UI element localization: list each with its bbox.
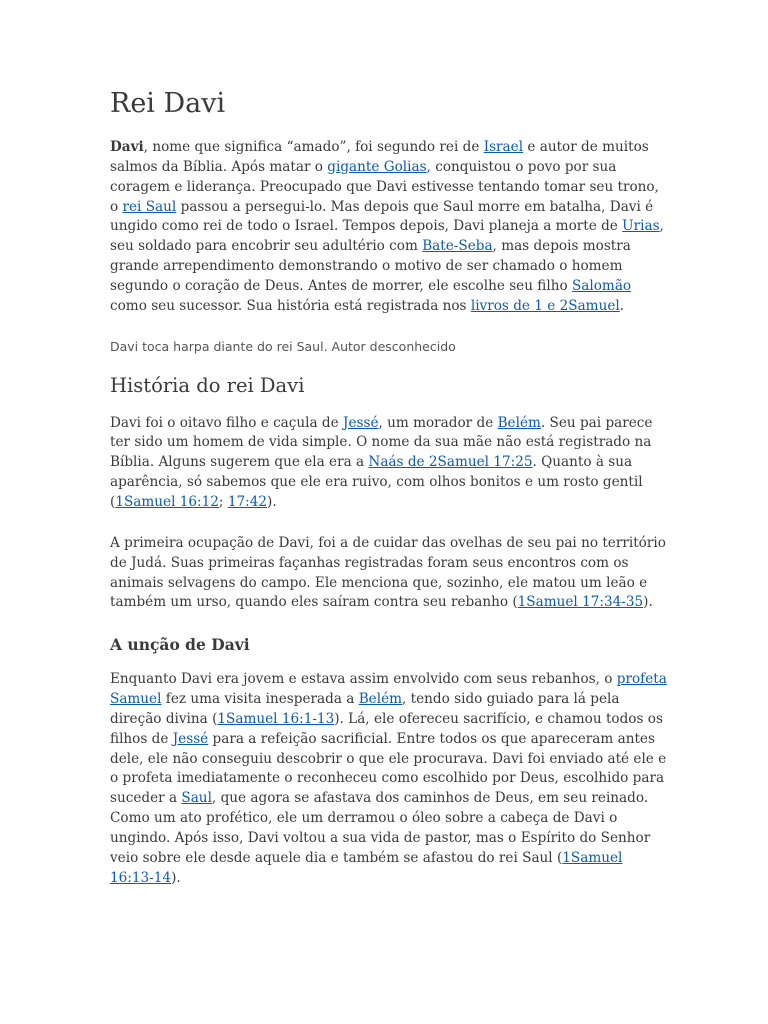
image-caption: Davi toca harpa diante do rei Saul. Autor desconhecido xyxy=(110,338,456,354)
link-belem[interactable]: Belém xyxy=(497,414,541,431)
link-ref-1samuel-16-12[interactable]: 1Samuel 16:12 xyxy=(115,493,219,510)
text-span: , seu soldado para encobrir seu adultério com xyxy=(110,218,664,255)
link-gigante-golias[interactable]: gigante Golias xyxy=(327,158,427,175)
link-salomao[interactable]: Salomão xyxy=(571,277,632,294)
historia-paragraph-2 xyxy=(110,534,670,613)
text-span: Davi foi o oitavo filho e caçula de xyxy=(110,414,343,431)
uncao-paragraph xyxy=(110,670,670,888)
section-heading-historia: História do rei Davi xyxy=(110,373,305,397)
text-span: . Quanto à sua aparência, só sabemos que ele era ruivo, com olhos bonitos e um rosto gentil ( xyxy=(110,454,643,510)
text-span: para a refeição sacrificial. Entre todos os que apareceram antes dele, ele não conseguiu descobrir o que ele procurava. Davi foi enviado até ele e o profeta imediatamente o reconheceu como escolhido por Deus, escolhido para suceder a xyxy=(110,730,667,807)
link-ref-1samuel-16-1[interactable]: 1Samuel 16:1-13 xyxy=(217,710,335,727)
text-span: passou a persegui-lo. Mas depois que Saul morre em batalha, Davi é ungido como rei de todo o Israel. Tempos depois, Davi planeja a morte de xyxy=(110,198,654,235)
link-rei-saul[interactable]: rei Saul xyxy=(122,198,177,215)
historia-paragraph-1 xyxy=(110,414,670,513)
text-span: ). Lá, ele ofereceu sacrifício, e chamou todos os filhos de xyxy=(110,710,663,747)
intro-paragraph xyxy=(110,138,670,317)
article xyxy=(110,86,670,909)
link-livros-samuel[interactable]: livros de 1 e 2Samuel xyxy=(470,297,620,314)
link-naas[interactable]: Naás de 2Samuel 17:25 xyxy=(368,454,533,471)
text-span: como seu sucessor. Sua história está registrada nos xyxy=(110,297,471,314)
text-span: , mas depois mostra grande arrependimento demonstrando o motivo de ser chamado o homem segundo o coração de Deus. Antes de morrer, ele escolhe seu filho xyxy=(110,238,631,294)
text-span: ). xyxy=(267,493,277,510)
link-ref-1samuel-17-34[interactable]: 1Samuel 17:34-35 xyxy=(517,594,644,611)
text-span: Enquanto Davi era jovem e estava assim envolvido com seus rebanhos, o xyxy=(110,671,617,688)
text-span: ; xyxy=(218,493,228,510)
text-span: fez uma visita inesperada a xyxy=(161,691,359,708)
text-span: ). xyxy=(171,869,181,886)
link-urias[interactable]: Urias xyxy=(622,218,660,235)
link-jesse[interactable]: Jessé xyxy=(343,414,379,431)
text-span: e autor de muitos salmos da Bíblia. Após matar o xyxy=(110,139,649,175)
link-belem[interactable]: Belém xyxy=(358,691,403,708)
text-span: . Seu pai parece ter sido um homem de vida simple. O nome da sua mãe não está registrado na Bíblia. Alguns sugerem que ela era a xyxy=(110,414,653,471)
link-israel[interactable]: Israel xyxy=(483,139,524,155)
text-span: , tendo sido guiado para lá pela direção divina ( xyxy=(110,691,620,727)
text-span: , um morador de xyxy=(378,414,498,431)
text-span: . xyxy=(619,297,625,314)
page-title: Rei Davi xyxy=(110,88,226,119)
text-span: , nome que significa “amado”, foi segundo rei de xyxy=(143,139,484,155)
text-span: ). xyxy=(643,594,653,611)
text-span: , que agora se afastava dos caminhos de Deus, em seu reinado. Como um ato profético, ele um derramou o óleo sobre a cabeça de Davi o ungindo. Após isso, Davi voltou a sua vida de pastor, mas o Espírito do Senhor veio sobre ele desde aquele dia e também se afastou do rei Saul ( xyxy=(110,790,651,866)
link-profeta-samuel[interactable]: profeta Samuel xyxy=(110,671,667,708)
bold-name: Davi xyxy=(110,139,144,155)
section-heading-uncao: A unção de Davi xyxy=(110,635,250,655)
link-jesse[interactable]: Jessé xyxy=(172,730,209,747)
text-span: , conquistou o povo por sua coragem e liderança. Preocupado que Davi estivesse tentando tomar seu trono, o xyxy=(110,158,659,215)
link-saul[interactable]: Saul xyxy=(181,790,212,807)
link-bate-seba[interactable]: Bate-Seba xyxy=(422,238,493,255)
link-ref-17-42[interactable]: 17:42 xyxy=(227,493,268,510)
link-ref-1samuel-16-13[interactable]: 1Samuel 16:13-14 xyxy=(110,849,623,886)
text-span: A primeira ocupação de Davi, foi a de cuidar das ovelhas de seu pai no território de Judá. Suas primeiras façanhas registradas foram seus encontros com os animais selvagens do campo. Ele menciona que, sozinho, ele matou um leão e também um urso, quando eles saíram contra seu rebanho ( xyxy=(110,534,666,611)
